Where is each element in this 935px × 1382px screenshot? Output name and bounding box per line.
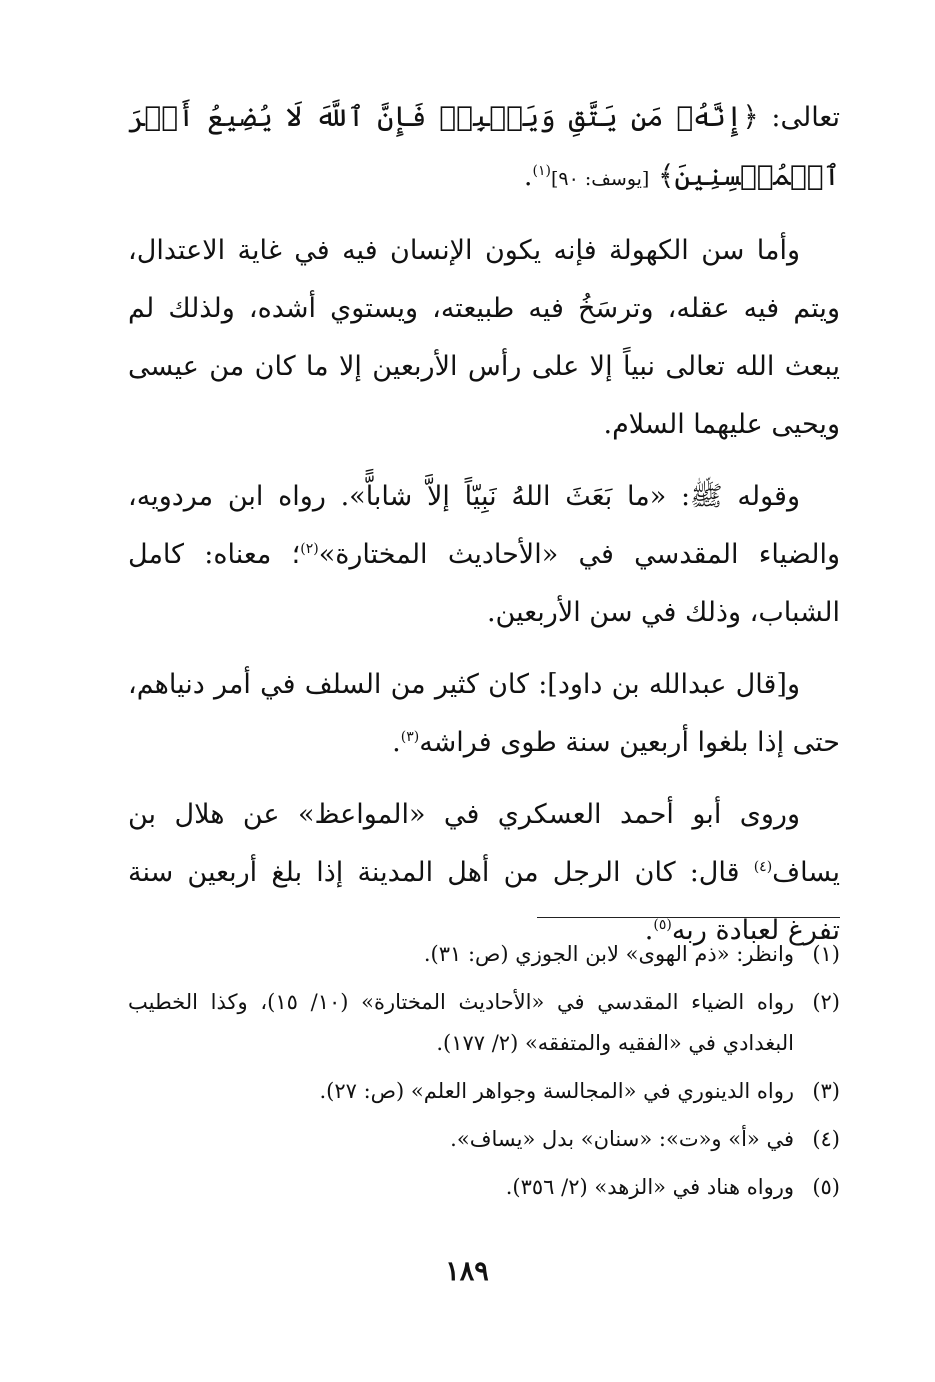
- quran-verse: ﴿إِنَّهُۥ مَن يَتَّقِ وَيَصۡبِرۡ فَإِنَّ ٱللَّهَ لَا يُضِيعُ أَجۡرَ ٱلۡمُحۡسِنِينَ﴾: [128, 100, 840, 192]
- paragraph-hadith: [128, 468, 840, 642]
- hadith-text: وقوله ﷺ: «ما بَعَثَ اللهُ نَبِيّاً إلاَّ شاباًّ». رواه ابن مردويه، والضياء المقدسي في «الأحاديث المختارة»: [128, 481, 840, 570]
- footnote-text: ورواه هناد في «الزهد» (٢/ ٣٥٦).: [505, 1175, 794, 1199]
- sentence-end: .: [644, 915, 654, 946]
- footnote-mark: (٥): [653, 917, 672, 933]
- main-text: [128, 88, 840, 974]
- verse-lead: تعالى:: [771, 102, 840, 133]
- footnote-1: [128, 934, 840, 975]
- footnote-mark: (٢): [300, 541, 319, 557]
- footnote-number: (٣): [812, 1079, 840, 1103]
- sentence-end: .: [523, 161, 533, 192]
- footnote-number: (٢): [812, 990, 840, 1014]
- footnotes: [128, 934, 840, 1215]
- footnote-mark: (٤): [753, 859, 773, 875]
- footnote-text: وانظر: «ذم الهوى» لابن الجوزي (ص: ٣١).: [423, 942, 794, 966]
- footnote-number: (٥): [812, 1175, 840, 1199]
- footnote-3: [128, 1071, 840, 1112]
- hadith-meaning: ؛ معناه: كامل الشباب، وذلك في سن الأربعين.: [128, 539, 840, 628]
- askari-text: وروى أبو أحمد العسكري في «المواعظ» عن هلال بن يساف: [128, 799, 840, 888]
- footnote-divider: [537, 917, 840, 918]
- footnote-2: [128, 982, 840, 1064]
- paragraph-verse: [128, 88, 840, 208]
- footnote-number: (١): [812, 942, 840, 966]
- paragraph-middle-age: وأما سن الكهولة فإنه يكون الإنسان فيه في غاية الاعتدال، ويتم فيه عقله، وترسَخُ فيه طبيعته، ويستوي أشده، ولذلك لم يبعث الله تعالى نبياً إلا على رأس الأربعين إلا ما كان من عيسى ويحيى عليهما السلام.: [128, 235, 840, 440]
- verse-reference: [يوسف: ٩٠]: [550, 168, 650, 190]
- abdullah-text: و[قال عبدالله بن داود]: كان كثير من السلف في أمر دنياهم، حتى إذا بلغوا أربعين سنة طوى فراشه: [128, 669, 840, 758]
- footnote-text: رواه الضياء المقدسي في «الأحاديث المختارة» (١٠/ ١٥)، وكذا الخطيب البغدادي في «الفقيه والمتفقه» (٢/ ١٧٧).: [128, 990, 794, 1055]
- footnote-number: (٤): [812, 1127, 840, 1151]
- footnote-5: [128, 1167, 840, 1208]
- footnote-4: [128, 1119, 840, 1160]
- footnote-text: رواه الدينوري في «المجالسة وجواهر العلم» (ص: ٢٧).: [319, 1079, 794, 1103]
- paragraph-abdullah: [128, 656, 840, 772]
- page-number: ١٨٩: [445, 1256, 489, 1287]
- footnote-text: في «أ» و«ت»: «سنان» بدل «يساف».: [450, 1127, 794, 1151]
- askari-quote: قال: كان الرجل من أهل المدينة إذا بلغ أربعين سنة تفرغ لعبادة ربه: [128, 857, 840, 946]
- footnote-mark: (١): [532, 163, 551, 179]
- footnote-mark: (٣): [400, 729, 420, 745]
- sentence-end: .: [392, 727, 401, 758]
